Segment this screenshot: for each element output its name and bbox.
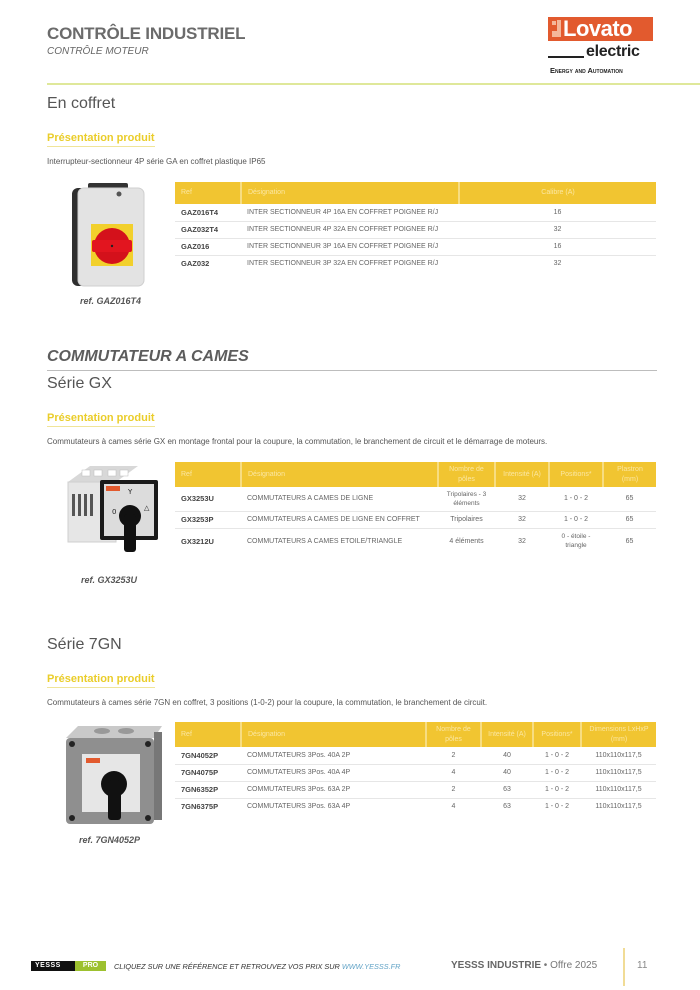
poles-cell: Tripolaires — [438, 511, 495, 528]
dimensions-cell: 110x110x117,5 — [581, 764, 656, 781]
section-description: Commutateurs à cames série GX en montage frontal pour la coupure, la commutation, le branchement de circuit et le démarrage de moteurs. — [47, 437, 548, 446]
designation-cell: COMMUTATEURS 3Pos. 63A 4P — [247, 803, 351, 811]
positions-cell: 1 - 0 - 2 — [533, 764, 581, 781]
designation-cell: COMMUTATEURS A CAMES DE LIGNE EN COFFRET — [241, 511, 438, 528]
image-caption: ref. GX3253U — [81, 575, 138, 585]
designation-cell: COMMUTATEURS 3Pos. 63A 2P — [241, 781, 426, 798]
product-table-serie-7gn — [175, 722, 656, 815]
product-image-gaz016t4[interactable] — [62, 180, 162, 290]
table-row[interactable] — [175, 221, 656, 238]
intensite-cell: 63 — [481, 781, 533, 798]
ref-link[interactable]: 7GN6375P — [181, 802, 219, 812]
ref-link[interactable]: GAZ032 — [181, 259, 210, 269]
footer-cta — [114, 962, 400, 971]
badge-pro: PRO — [75, 961, 106, 971]
image-caption: ref. 7GN4052P — [79, 835, 141, 845]
table-row[interactable] — [175, 528, 656, 554]
footer-brand — [451, 960, 597, 971]
col-header-plastron: Plastron (mm) — [603, 462, 656, 487]
isolator-switch-icon — [62, 180, 162, 290]
plastron-cell: 65 — [625, 537, 634, 545]
page-header — [0, 0, 700, 80]
ref-link[interactable]: GAZ032T4 — [175, 221, 241, 238]
plastron-cell: 65 — [603, 511, 656, 528]
col-header-designation: Désignation — [241, 462, 438, 487]
header-divider — [47, 83, 700, 85]
poles-cell: 2 — [426, 781, 481, 798]
footer-offer: • Offre 2025 — [541, 960, 598, 971]
col-header-ref: Ref — [175, 462, 241, 487]
intensite-cell: 32 — [518, 537, 526, 545]
ref-link[interactable]: GX3253U — [175, 487, 241, 511]
table-row[interactable] — [175, 487, 656, 511]
ref-link[interactable]: 7GN6352P — [175, 781, 241, 798]
dimensions-cell: 110x110x117,5 — [581, 781, 656, 798]
col-header-ref: Ref — [175, 182, 241, 204]
section-title-serie-gx: Série GX — [47, 375, 112, 392]
badge-yesss — [31, 961, 75, 971]
positions-cell: 1 - 0 - 2 — [533, 747, 581, 764]
brand-sub: electric — [586, 43, 640, 60]
calibre-cell: 32 — [553, 260, 562, 268]
designation-cell: INTER SECTIONNEUR 4P 32A EN COFFRET POIGNEE R/J — [241, 221, 459, 238]
brand-underline — [548, 56, 584, 58]
designation-cell: COMMUTATEURS A CAMES ETOILE/TRIANGLE — [247, 537, 403, 545]
designation-cell: INTER SECTIONNEUR 4P 16A EN COFFRET POIGNEE R/J — [241, 204, 459, 221]
presentation-label: Présentation produit — [47, 132, 155, 147]
dimensions-cell: 110x110x117,5 — [595, 803, 642, 811]
ref-link[interactable]: GX3212U — [181, 536, 214, 546]
dimensions-cell: 110x110x117,5 — [581, 747, 656, 764]
positions-cell: 1 - 0 - 2 — [533, 781, 581, 798]
table-row[interactable] — [175, 511, 656, 528]
logo-mark-icon — [552, 21, 556, 25]
calibre-cell: 32 — [459, 221, 656, 238]
col-header-ref: Ref — [175, 722, 241, 747]
category-title: CONTRÔLE INDUSTRIEL — [47, 24, 246, 43]
table-row[interactable] — [175, 238, 656, 255]
positions-cell: 1 - 0 - 2 — [549, 487, 603, 511]
badge-yesss-text: YESSS — [35, 962, 61, 969]
col-header-designation: Désignation — [241, 722, 426, 747]
col-header-designation: Désignation — [241, 182, 459, 204]
col-header-intensite: Intensité (A) — [481, 722, 533, 747]
designation-cell: INTER SECTIONNEUR 3P 16A EN COFFRET POIGNEE R/J — [241, 238, 459, 255]
table-row[interactable] — [175, 764, 656, 781]
product-image-7gn4052p[interactable] — [58, 722, 168, 830]
plastron-cell: 65 — [603, 487, 656, 511]
positions-cell: 1 - 0 - 2 — [549, 511, 603, 528]
image-caption: ref. GAZ016T4 — [80, 296, 142, 306]
poles-cell: 4 éléments — [449, 537, 484, 545]
product-image-gx3253u[interactable] — [60, 460, 170, 570]
intensite-cell: 32 — [495, 487, 549, 511]
brand-name: Lovato — [563, 16, 633, 41]
col-header-positions: Positions* — [549, 462, 603, 487]
table-row[interactable] — [175, 255, 656, 272]
col-header-intensite: Intensité (A) — [495, 462, 549, 487]
section-title-en-coffret: En coffret — [47, 95, 116, 112]
ref-link[interactable]: GAZ016 — [175, 238, 241, 255]
product-table-serie-gx — [175, 462, 656, 554]
designation-cell: COMMUTATEURS A CAMES DE LIGNE — [241, 487, 438, 511]
designation-cell: INTER SECTIONNEUR 3P 32A EN COFFRET POIGNEE R/J — [247, 260, 439, 268]
brand-tagline-text: Energy and Automation — [550, 66, 623, 75]
section-description: Commutateurs à cames série 7GN en coffret, 3 positions (1-0-2) pour la coupure, la commutation, le branchement de circuit. — [47, 698, 488, 707]
yesss-pro-badge[interactable] — [31, 961, 106, 971]
ref-link[interactable]: GX3253P — [175, 511, 241, 528]
table-row[interactable] — [175, 204, 656, 221]
lovato-logo — [548, 17, 654, 61]
col-header-calibre: Calibre (A) — [459, 182, 656, 204]
table-row[interactable] — [175, 798, 656, 815]
calibre-cell: 16 — [459, 204, 656, 221]
intensite-cell: 40 — [481, 764, 533, 781]
category-subtitle: CONTRÔLE MOTEUR — [47, 46, 149, 57]
brand-tagline — [550, 66, 623, 75]
section-heading-commutateur: COMMUTATEUR A CAMES — [47, 348, 249, 365]
footer-brand-name: YESSS INDUSTRIE — [451, 960, 542, 971]
poles-cell: 4 — [451, 803, 456, 811]
ref-link[interactable]: GAZ016T4 — [175, 204, 241, 221]
presentation-label: Présentation produit — [47, 673, 155, 688]
svg-text:0: 0 — [112, 508, 117, 516]
section-title-serie-7gn: Série 7GN — [47, 636, 122, 653]
poles-cell: 4 — [426, 764, 481, 781]
designation-cell: COMMUTATEURS 3Pos. 40A 4P — [241, 764, 426, 781]
positions-cell: 1 - 0 - 2 — [544, 803, 570, 811]
col-header-poles: Nombre de pôles — [426, 722, 481, 747]
calibre-cell: 16 — [459, 238, 656, 255]
table-row[interactable] — [175, 747, 656, 764]
ref-link[interactable]: 7GN4075P — [175, 764, 241, 781]
section-description: Interrupteur-sectionneur 4P série GA en coffret plastique IP65 — [47, 157, 266, 166]
presentation-label: Présentation produit — [47, 412, 155, 427]
poles-cell: Tripolaires - 3 éléments — [438, 487, 495, 511]
poles-cell: 2 — [426, 747, 481, 764]
designation-cell: COMMUTATEURS 3Pos. 40A 2P — [241, 747, 426, 764]
col-header-positions: Positions* — [533, 722, 581, 747]
intensite-cell: 63 — [503, 803, 511, 811]
lovato-logo-box — [548, 17, 653, 41]
positions-cell: 0 - étoile - triangle — [561, 533, 591, 550]
logo-mark-icon — [552, 31, 561, 37]
svg-text:Y: Y — [128, 488, 133, 496]
cam-switch-icon — [60, 460, 170, 570]
footer-divider — [623, 948, 625, 986]
footer-cta-text: CLIQUEZ SUR UNE RÉFÉRENCE ET RETROUVEZ VOS PRIX SUR — [114, 962, 340, 971]
product-table-en-coffret — [175, 182, 656, 272]
heading-divider — [47, 370, 657, 371]
page-number: 11 — [637, 960, 648, 971]
intensite-cell: 32 — [495, 511, 549, 528]
intensite-cell: 40 — [481, 747, 533, 764]
ref-link[interactable]: 7GN4052P — [175, 747, 241, 764]
footer-url-link[interactable]: WWW.YESSS.FR — [341, 962, 401, 971]
col-header-poles: Nombre de pôles — [438, 462, 495, 487]
col-header-dimensions: Dimensions LxHxP (mm) — [581, 722, 656, 747]
table-row[interactable] — [175, 781, 656, 798]
svg-text:△: △ — [144, 504, 150, 512]
enclosed-cam-switch-icon — [58, 722, 168, 830]
